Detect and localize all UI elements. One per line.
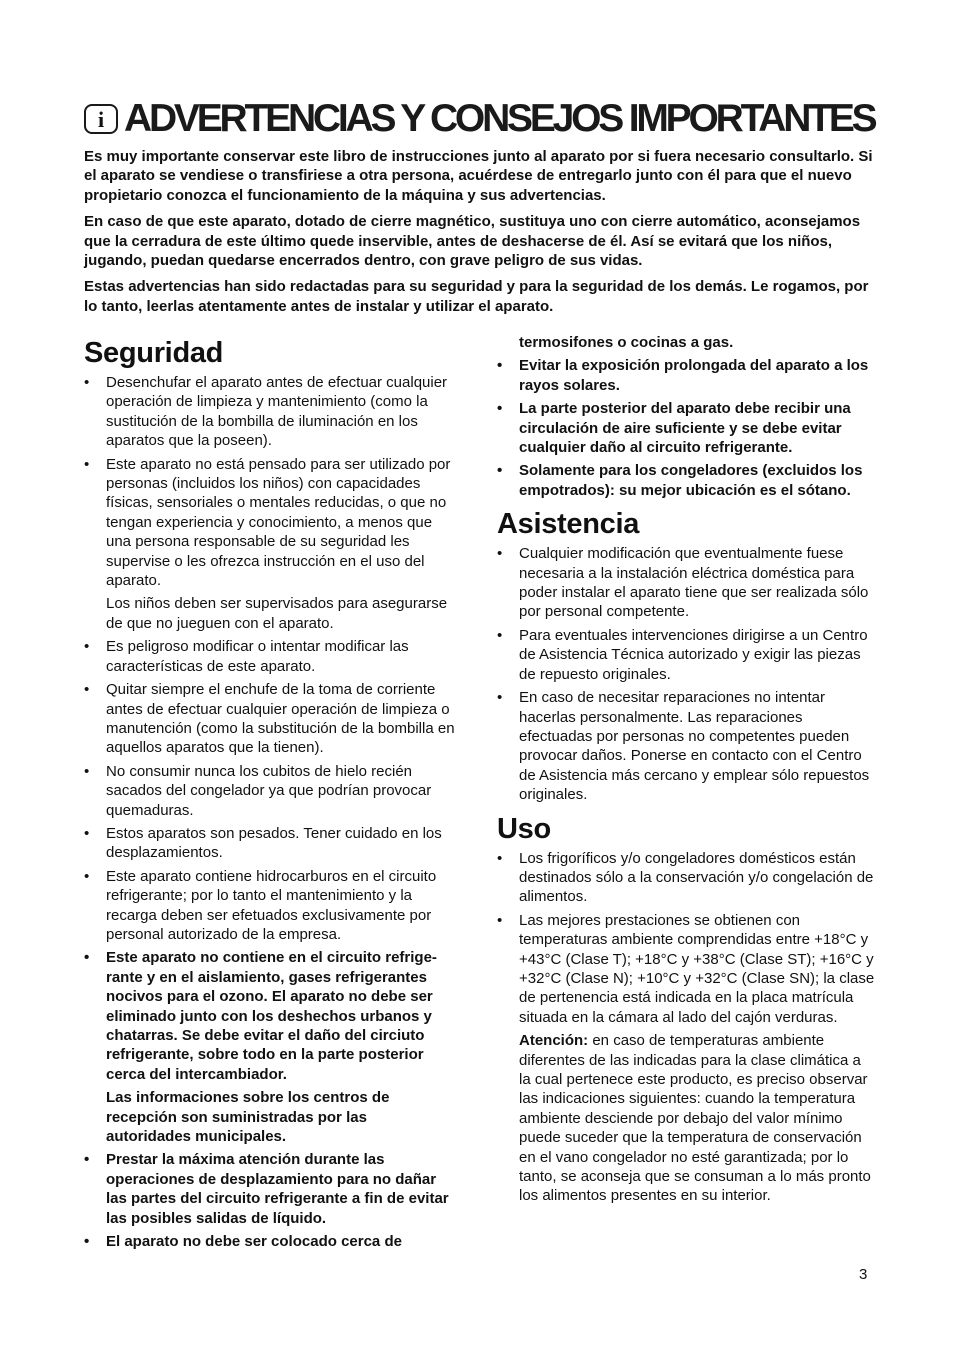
seguridad-list-continued xyxy=(497,356,875,500)
list-item xyxy=(497,399,875,457)
list-item-text: En caso de necesitar reparaciones no intentar hacerlas personalmente. Las reparaciones efectuadas por personas no competentes pueden provocar daños. Ponerse en contacto con el Centro de Asistencia más cercano y emplear sólo repuestos originales. xyxy=(519,689,870,804)
list-item xyxy=(497,626,875,684)
bullet: • xyxy=(497,400,503,418)
list-item-text: Este aparato no está pensado para ser utilizado por personas (incluidos los niños) con capacidades físicas, sensoriales o mentales reducidas, o que no tengan experiencia y conocimiento, a menos que una persona responsable de su seguridad les supervise o les ofrezca instrucción en el uso del aparato. xyxy=(106,455,451,590)
list-item xyxy=(84,1232,456,1251)
list-item-text: Evitar la exposición prolongada del aparato a los rayos solares. xyxy=(519,357,869,394)
intro xyxy=(84,147,874,323)
bullet: • xyxy=(84,681,90,699)
intro-paragraph: Es muy importante conservar este libro de instrucciones junto al aparato por si fuera necesario consultarlo. Si el aparato se vendiese o transfiriese a otra persona, acuérdese de entregarlo junto con él para que el nuevo propietario conozca el funcionamiento de la máquina y sus advertencias. xyxy=(84,148,873,204)
bullet: • xyxy=(84,824,90,842)
list-item-text: Desenchufar el aparato antes de efectuar cualquier operación de limpieza y mantenimiento (como la sustitución de la bombilla de iluminación en los aparatos que la poseen). xyxy=(106,374,448,450)
bullet: • xyxy=(84,949,90,967)
list-item-text: Este aparato contiene hidrocarburos en el circuito refrigerante; por lo tanto el mantenimiento y la recarga deben ser efetuados exclusivamente por personal autorizado de la empresa. xyxy=(106,867,437,943)
list-item xyxy=(84,762,456,820)
list-item xyxy=(84,637,456,676)
intro-paragraph: En caso de que este aparato, dotado de cierre magnético, sustituya uno con cierre automático, aconsejamos que la cerradura de este último quede inservible, antes de deshacerse de él. Así se evitará que los niños, jugando, puedan quedarse encerrados dentro, con grave peligro de sus vidas. xyxy=(84,213,861,270)
intro-paragraph: Estas advertencias han sido redactadas para su seguridad y para la seguridad de los demás. Le rogamos, por lo tanto, leerlas atentamente antes de instalar y utilizar el aparato. xyxy=(84,278,869,315)
bullet: • xyxy=(497,545,503,563)
list-item xyxy=(497,688,875,804)
list-item-subparagraph: Las informaciones sobre los centros de recepción son suministradas por las autoridades municipales. xyxy=(106,1089,390,1146)
attention-label: Atención: xyxy=(519,1032,589,1050)
list-item-text: Cualquier modificación que eventualmente fuese necesaria a la instalación eléctrica doméstica para poder instalar el aparato tiene que ser realizada sólo por personal competente. xyxy=(519,545,869,621)
list-item xyxy=(497,461,875,500)
info-icon xyxy=(84,104,118,134)
list-item xyxy=(84,867,456,945)
page-header xyxy=(84,96,874,142)
list-item xyxy=(84,373,456,451)
section-heading-seguridad: Seguridad xyxy=(84,337,224,369)
bullet: • xyxy=(497,462,503,480)
section-heading-uso: Uso xyxy=(497,812,551,845)
list-item-text: Los frigoríficos y/o congeladores domésticos están destinados sólo a la conservación y/o congelación de alimentos. xyxy=(519,849,874,906)
info-icon-glyph: i xyxy=(97,106,105,132)
bullet: • xyxy=(497,357,503,375)
list-item-text: Las mejores prestaciones se obtienen con temperaturas ambiente comprendidas entre +18°C y +43°C (Clase T); +18°C y +38°C (Clase ST); +16°C y +32°C (Clase N); +10°C y +32°C (Clase SN); la clase de pertenencia está indicada en la placa matrícula situada en la cámara al lado del cajón verduras. xyxy=(519,911,875,1026)
list-item xyxy=(84,680,456,758)
list-item xyxy=(497,356,875,395)
bullet: • xyxy=(84,762,90,780)
bullet: • xyxy=(497,849,503,867)
bullet: • xyxy=(497,626,503,644)
bullet: • xyxy=(497,689,503,707)
list-item-text: Solamente para los congeladores (excluidos los empotrados): su mejor ubicación es el sótano. xyxy=(519,462,863,499)
list-item-text: Prestar la máxima atención durante las operaciones de desplazamiento para no dañar las partes del circuito refrigerante a fin de evitar las posibles salidas de líquido. xyxy=(106,1151,449,1227)
bullet: • xyxy=(84,1151,90,1169)
page-title: ADVERTENCIAS Y CONSEJOS IMPORTANTES xyxy=(124,97,875,140)
list-item xyxy=(84,824,456,863)
asistencia-list xyxy=(497,544,875,804)
section-heading-asistencia: Asistencia xyxy=(497,508,640,541)
list-item xyxy=(497,911,875,1206)
list-item-text: Estos aparatos son pesados. Tener cuidado en los desplazamientos. xyxy=(106,824,442,862)
list-item-text: La parte posterior del aparato debe recibir una circulación de aire suficiente y se debe evitar cualquier daño al circuito refrigerante. xyxy=(519,400,851,457)
bullet: • xyxy=(84,1233,90,1251)
attention-text: en caso de temperaturas ambiente diferentes de las indicadas para la clase climática a la cual pertenece este producto, es preciso observar las indicaciones siguientes: cuando la temperatura ambiente desciende por debajo del valor mínimo puede suceder que la temperatura de conservación en el vano congelador no esté garantizada; por lo tanto, se aconseja que se consuman a lo más pronto los alimentos presentes en su interior. xyxy=(519,1032,871,1205)
list-item-text: Quitar siempre el enchufe de la toma de corriente antes de efectuar cualquier operación de limpieza o manutención (como la substitución de la bombilla en aquellos aparatos que la tienen). xyxy=(106,681,455,757)
list-item-continuation: termosifones o cocinas a gas. xyxy=(519,334,734,351)
list-item xyxy=(84,455,456,634)
list-item-subparagraph: Los niños deben ser supervisados para asegurarse de que no jueguen con el aparato. xyxy=(106,595,448,632)
list-item-text: Para eventuales intervenciones dirigirse a un Centro de Asistencia Técnica autorizado y exigir las piezas de repuesto originales. xyxy=(519,626,868,683)
list-item-text: Es peligroso modificar o intentar modificar las características de este aparato. xyxy=(106,638,409,675)
bullet: • xyxy=(84,638,90,656)
list-item xyxy=(84,948,456,1146)
left-column xyxy=(84,333,456,1255)
bullet: • xyxy=(84,455,90,473)
list-item-text: El aparato no debe ser colocado cerca de xyxy=(106,1233,402,1251)
bullet: • xyxy=(497,911,503,929)
list-item xyxy=(497,544,875,622)
list-item-text: Este aparato no contiene en el circuito refrige-rante y en el aislamiento, gases refrigerantes nocivos para el ozono. El aparato no debe ser eliminado junto con los deshechos urbanos y chatarras. Se debe evitar el daño del circiuto refrigerante, sobre todo en la parte posterior cerca del intercambiador. xyxy=(106,949,437,1083)
right-column xyxy=(497,333,875,1210)
list-item-text: No consumir nunca los cubitos de hielo recién sacados del congelador ya que podrían provocar quemaduras. xyxy=(106,762,432,819)
bullet: • xyxy=(84,867,90,885)
seguridad-list xyxy=(84,373,456,1251)
attention-note xyxy=(519,1031,875,1206)
bullet: • xyxy=(84,374,90,391)
list-item xyxy=(497,849,875,907)
list-item xyxy=(84,1150,456,1228)
page-number: 3 xyxy=(859,1266,868,1283)
uso-list xyxy=(497,849,875,1206)
